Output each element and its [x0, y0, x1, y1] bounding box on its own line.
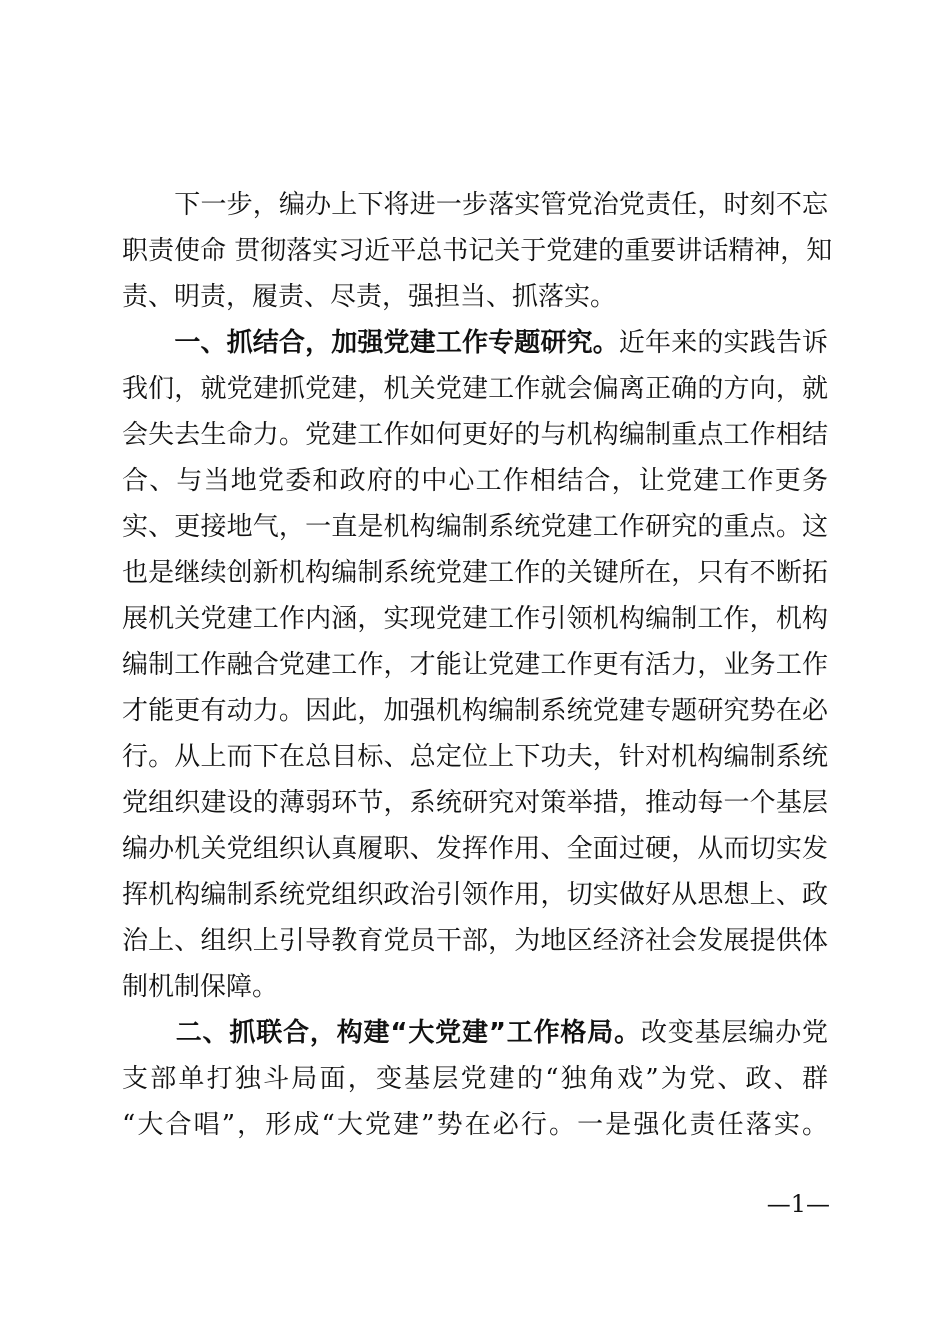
paragraph-2-line-13: 挥机构编制系统党组织政治引领作用，切实做好从思想上、政 [122, 880, 828, 910]
paragraph-2-lead-text: 近年来的实践告诉 [618, 328, 828, 358]
paragraph-3-lead-text: 改变基层编办党 [640, 1018, 828, 1048]
page-number: —1— [766, 1190, 830, 1218]
paragraph-2-line-10: 行。从上而下在总目标、总定位上下功夫，针对机构编制系统 [122, 742, 828, 772]
section-heading-2: 二、抓联合，构建“大党建”工作格局。 [175, 1018, 641, 1048]
paragraph-2-line-15: 制机制保障。 [122, 972, 279, 1002]
paragraph-3-line-1 [122, 1010, 828, 1056]
section-heading-1: 一、抓结合，加强党建工作专题研究。 [174, 328, 619, 358]
paragraph-2-line-11: 党组织建设的薄弱环节，系统研究对策举措，推动每一个基层 [122, 788, 828, 818]
paragraph-2-line-7: 展机关党建工作内涵，实现党建工作引领机构编制工作，机构 [122, 604, 828, 634]
paragraph-2-line-12: 编办机关党组织认真履职、发挥作用、全面过硬，从而切实发 [122, 834, 828, 864]
paragraph-1-line-2: 职责使命 贯彻落实习近平总书记关于党建的重要讲话精神，知 [122, 236, 833, 266]
paragraph-2-line-9: 才能更有动力。因此，加强机构编制系统党建专题研究势在必 [122, 696, 828, 726]
paragraph-2-line-3: 会失去生命力。党建工作如何更好的与机构编制重点工作相结 [122, 420, 828, 450]
paragraph-1-line-3: 责、明责，履责、尽责，强担当、抓落实。 [122, 282, 617, 312]
paragraph-2-line-4: 合、与当地党委和政府的中心工作相结合，让党建工作更务 [122, 466, 828, 496]
paragraph-1-line-1: 下一步，编办上下将进一步落实管党治党责任，时刻不忘 [122, 190, 828, 220]
paragraph-2-line-8: 编制工作融合党建工作，才能让党建工作更有活力，业务工作 [122, 650, 828, 680]
paragraph-3-line-3: “大合唱”，形成“大党建”势在必行。一是强化责任落实。 [122, 1110, 828, 1140]
paragraph-2-line-14: 治上、组织上引导教育党员干部，为地区经济社会发展提供体 [122, 926, 828, 956]
paragraph-2-line-5: 实、更接地气，一直是机构编制系统党建工作研究的重点。这 [122, 512, 828, 542]
paragraph-3-line-2: 支部单打独斗局面，变基层党建的“独角戏”为党、政、群 [122, 1064, 828, 1094]
paragraph-2-line-6: 也是继续创新机构编制系统党建工作的关键所在，只有不断拓 [122, 558, 828, 588]
document-body [122, 182, 833, 1148]
paragraph-2-line-2: 我们，就党建抓党建，机关党建工作就会偏离正确的方向，就 [122, 374, 828, 404]
paragraph-2-line-1 [122, 320, 828, 366]
